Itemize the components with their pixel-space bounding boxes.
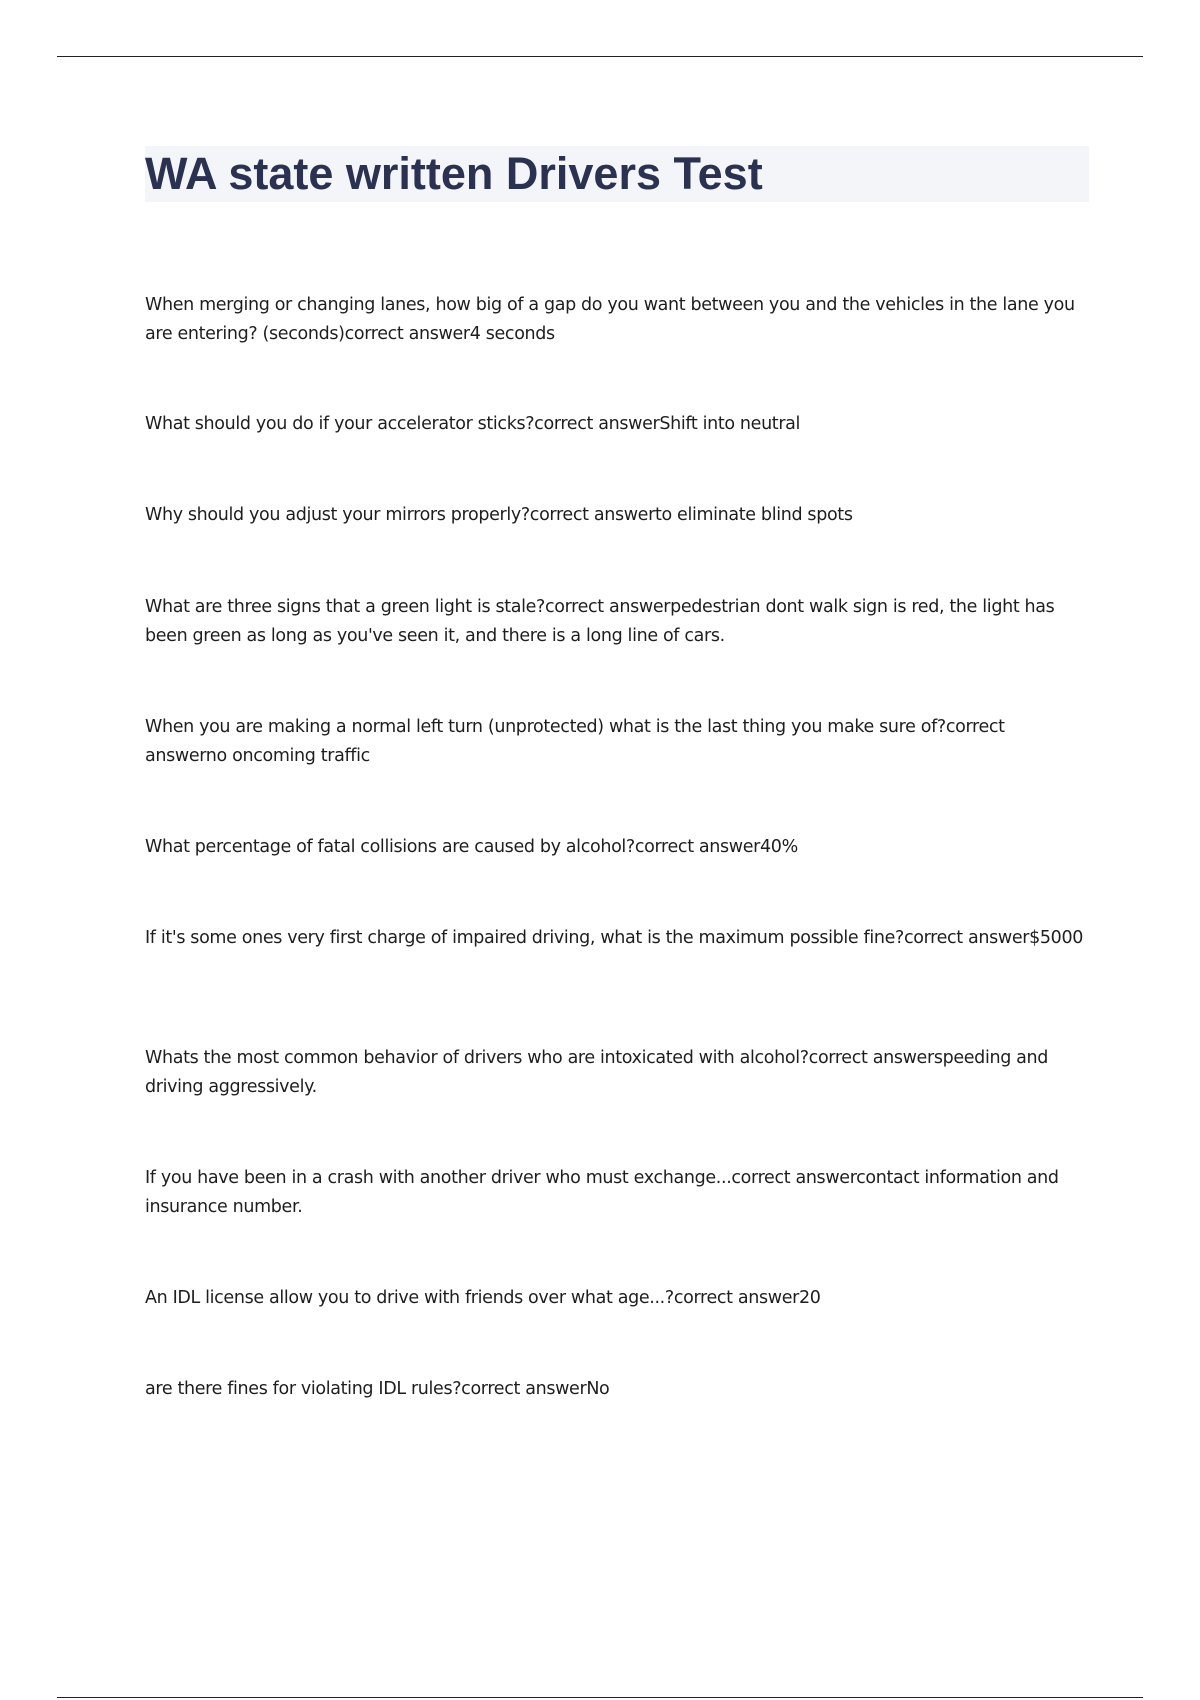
qa-item: An IDL license allow you to drive with friends over what age...?correct answer20	[145, 1288, 821, 1308]
qa-item: What percentage of fatal collisions are caused by alcohol?correct answer40%	[145, 837, 798, 857]
qa-item: If you have been in a crash with another driver who must exchange...correct answercontact information and insurance number.	[145, 1168, 1059, 1217]
qa-item: If it's some ones very first charge of impaired driving, what is the maximum possible fine?correct answer$5000	[145, 928, 1084, 948]
qa-item: What should you do if your accelerator sticks?correct answerShift into neutral	[145, 414, 801, 434]
qa-item: When merging or changing lanes, how big of a gap do you want between you and the vehicles in the lane you are entering? (seconds)correct answer4 seconds	[145, 295, 1075, 344]
bottom-rule	[57, 1697, 1143, 1698]
qa-item: Why should you adjust your mirrors properly?correct answerto eliminate blind spots	[145, 505, 853, 525]
qa-item: When you are making a normal left turn (unprotected) what is the last thing you make sure of?correct answerno oncoming traffic	[145, 717, 1005, 766]
top-rule	[57, 56, 1143, 57]
qa-item: Whats the most common behavior of drivers who are intoxicated with alcohol?correct answerspeeding and driving aggressively.	[145, 1048, 1049, 1097]
page-title: WA state written Drivers Test	[145, 148, 763, 199]
qa-item: are there fines for violating IDL rules?correct answerNo	[145, 1379, 610, 1399]
qa-item: What are three signs that a green light is stale?correct answerpedestrian dont walk sign is red, the light has been green as long as you've seen it, and there is a long line of cars.	[145, 597, 1055, 646]
